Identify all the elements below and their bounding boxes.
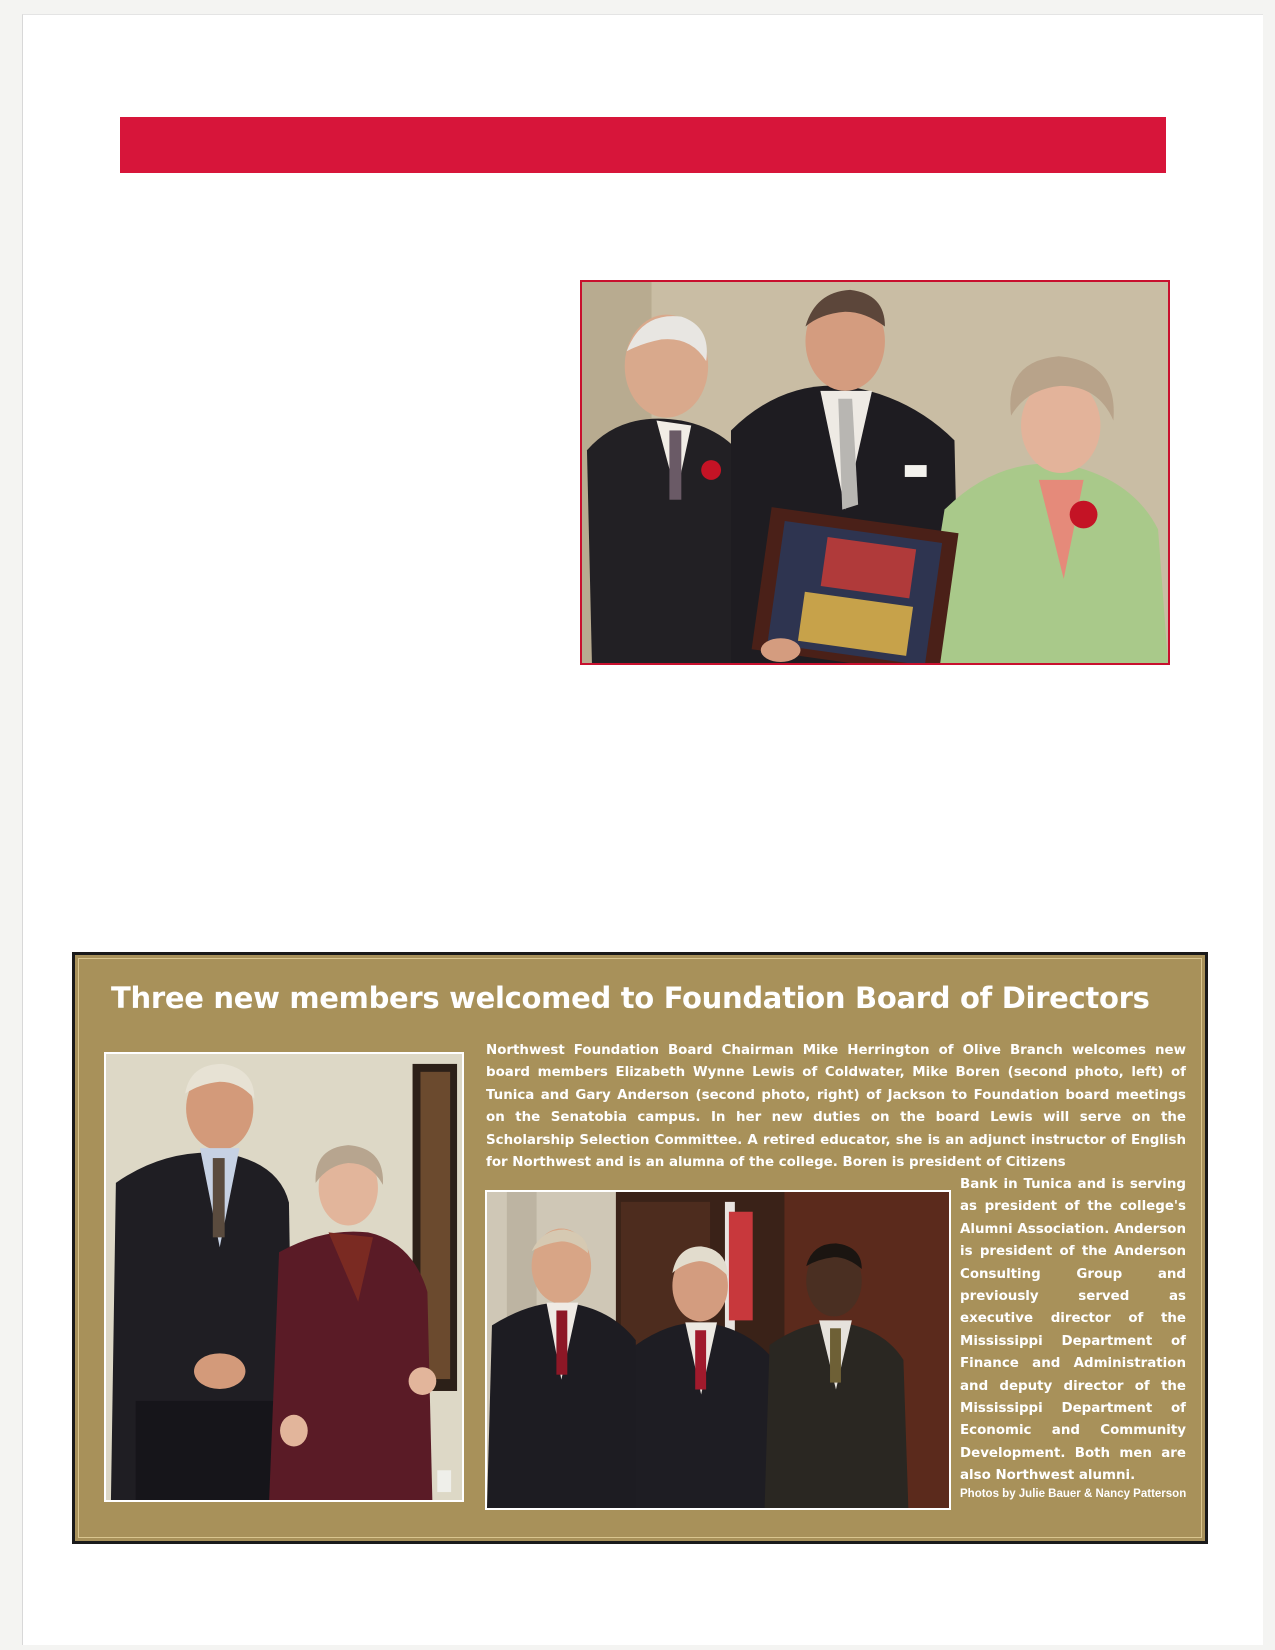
photo-credit: Photos by Julie Bauer & Nancy Patterson — [960, 1488, 1187, 1500]
feature-body-side: Bank in Tunica and is serving as president of the college's Alumni Association. Anderson is president of the Anderson Consulting Group and previously served as executive director of the Mississippi Department of Finance and Administration and deputy director of the Mississippi Department of Economic and Community Development. Both men are also Northwest alumni. — [960, 1177, 1186, 1484]
award-photo — [580, 280, 1170, 665]
feature-headline: Three new members welcomed to Foundation Board of Directors — [111, 981, 1150, 1015]
header-banner — [120, 117, 1166, 173]
boren-herrington-anderson-photo — [485, 1190, 951, 1510]
lewis-herrington-photo — [104, 1052, 464, 1502]
feature-body-top — [486, 1040, 1186, 1174]
feature-body-paragraph: Northwest Foundation Board Chairman Mike Herrington of Olive Branch welcomes new board members Elizabeth Wynne Lewis of Coldwater, Mike Boren (second photo, left) of Tunica and Gary Anderson (second photo, right) of Jackson to Foundation board meetings on the Senatobia campus. In her new duties on the board Lewis will serve on the Scholarship Selection Committee. A retired educator, she is an adjunct instructor of English for Northwest and is an alumna of the college. Boren is president of Citizens — [486, 1043, 1186, 1171]
